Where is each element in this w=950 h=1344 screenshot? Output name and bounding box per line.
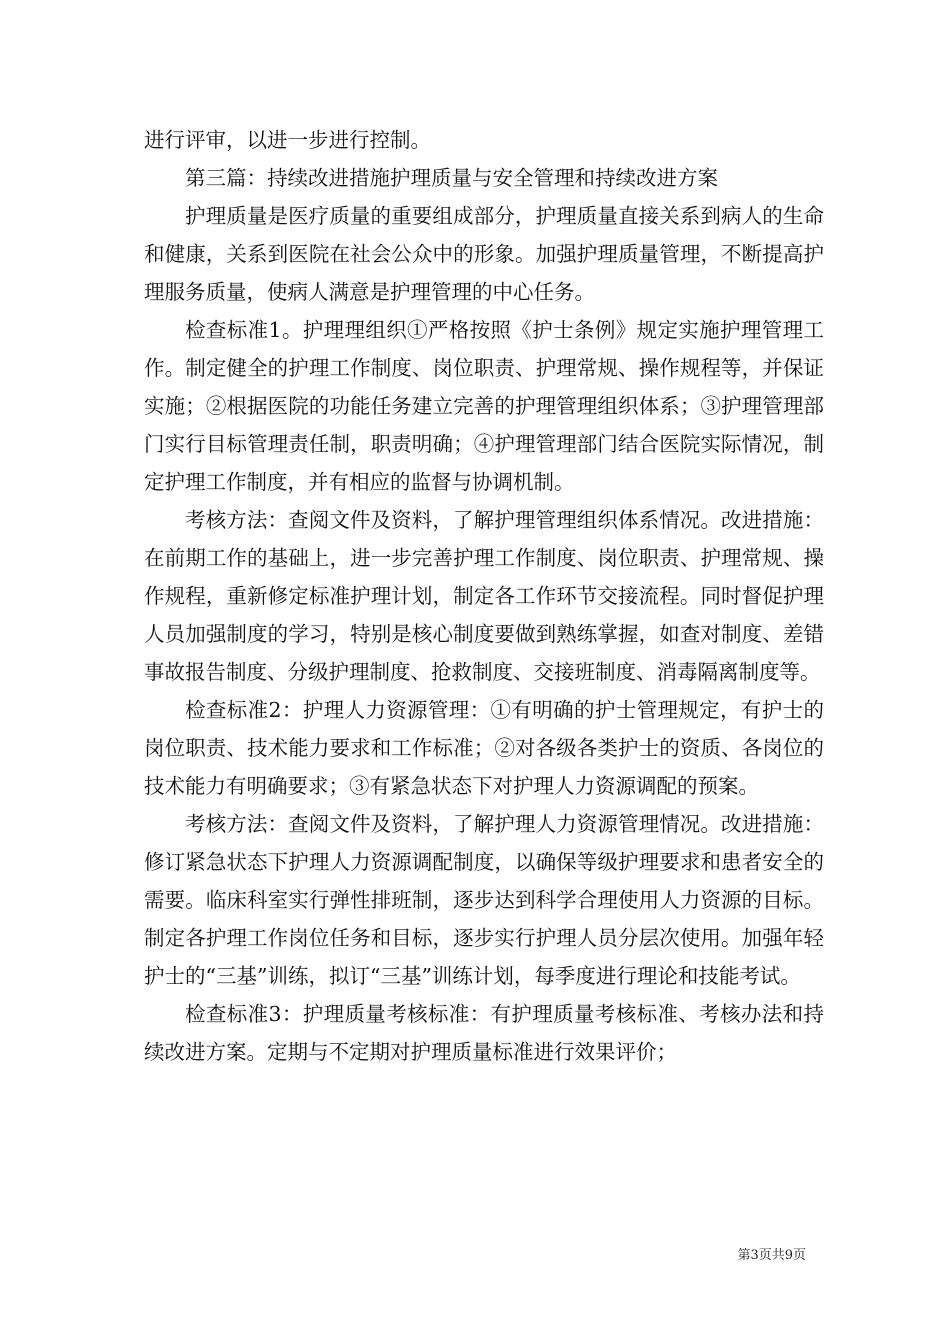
paragraph-continuation: 进行评审，以进一步进行控制。 [144, 128, 431, 152]
paragraph-standard-2: 检查标准2：护理人力资源管理：①有明确的护士管理规定，有护士的岗位职责、技术能力要求和工作标准；②对各级各类护士的资质、各岗位的技术能力有明确要求；③有紧急状态下对护理人力资源调配的预案。 [144, 698, 824, 798]
paragraph-standard-1: 检查标准1。护理理组织①严格按照《护士条例》规定实施护理管理工作。制定健全的护理工作制度、岗位职责、护理常规、操作规程等，并保证实施；②根据医院的功能任务建立完善的护理管理组织体系；③护理管理部门实行目标管理责任制，职责明确；④护理管理部门结合医院实际情况，制定护理工作制度，并有相应的监督与协调机制。 [144, 318, 824, 494]
paragraph-standard-3: 检查标准3：护理质量考核标准：有护理质量考核标准、考核办法和持续改进方案。定期与不定期对护理质量标准进行效果评价； [144, 1002, 824, 1064]
page-number-footer: 第3页共9页 [737, 1248, 806, 1263]
paragraph-method-1: 考核方法：查阅文件及资料，了解护理管理组织体系情况。改进措施：在前期工作的基础上，进一步完善护理工作制度、岗位职责、护理常规、操作规程，重新修定标准护理计划，制定各工作环节交接流程。同时督促护理人员加强制度的学习，特别是核心制度要做到熟练掌握，如查对制度、差错事故报告制度、分级护理制度、抢救制度、交接班制度、消毒隔离制度等。 [144, 508, 824, 684]
document-body [144, 121, 824, 1071]
paragraph-method-2: 考核方法：查阅文件及资料，了解护理人力资源管理情况。改进措施：修订紧急状态下护理人力资源调配制度，以确保等级护理要求和患者安全的需要。临床科室实行弹性排班制，逐步达到科学合理使用人力资源的目标。制定各护理工作岗位任务和目标，逐步实行护理人员分层次使用。加强年轻护士的“三基”训练，拟订“三基”训练计划，每季度进行理论和技能考试。 [144, 812, 824, 988]
paragraph-intro: 护理质量是医疗质量的重要组成部分，护理质量直接关系到病人的生命和健康，关系到医院在社会公众中的形象。加强护理质量管理，不断提高护理服务质量，使病人满意是护理管理的中心任务。 [144, 204, 824, 304]
section-heading: 第三篇：持续改进措施护理质量与安全管理和持续改进方案 [185, 166, 718, 190]
